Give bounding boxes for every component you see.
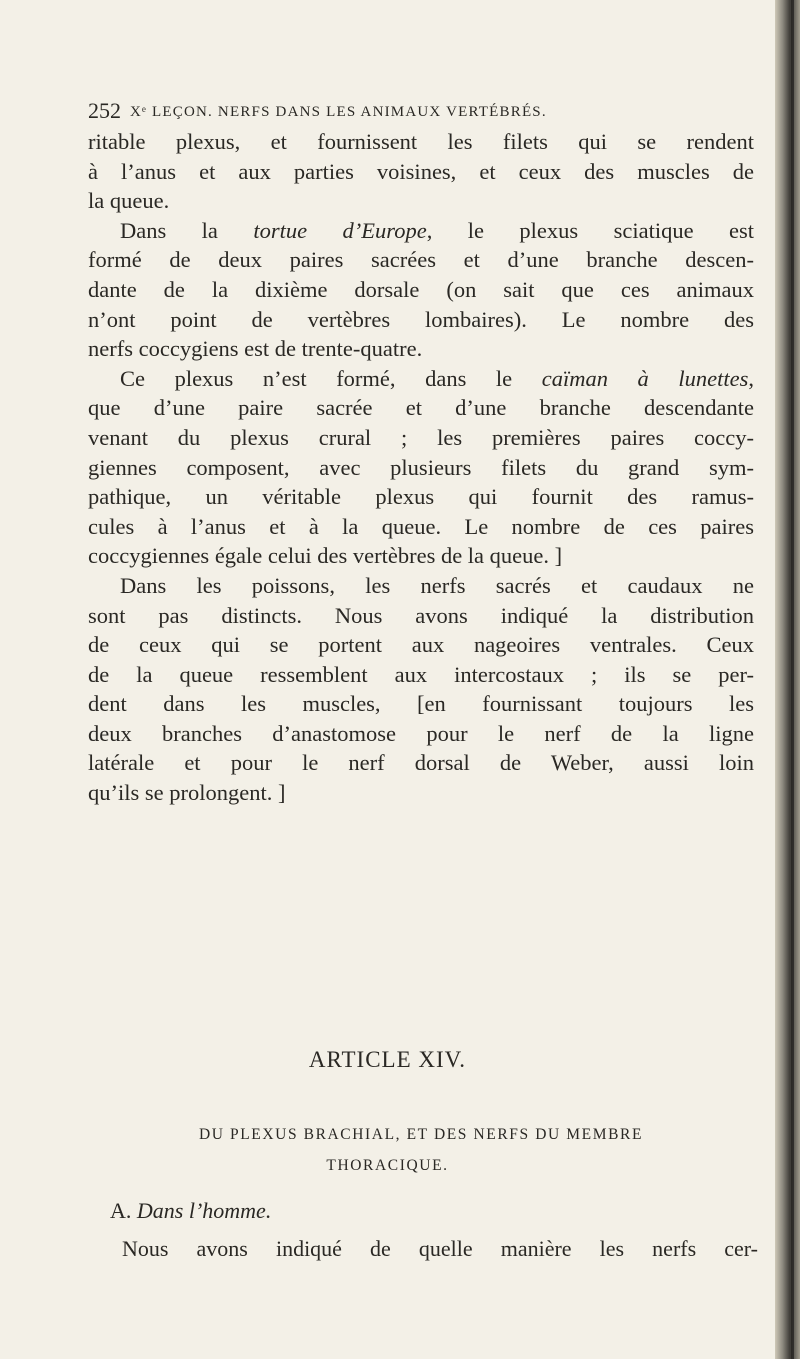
text-line xyxy=(88,364,754,394)
body-text xyxy=(88,127,754,808)
text-line: dante de la dixième dorsale (on sait que ces animaux xyxy=(88,276,754,302)
article-heading: ARTICLE XIV. xyxy=(308,1047,467,1072)
page-number: 252 xyxy=(88,98,121,123)
text-line: cules à l’anus et à la queue. Le nombre de ces paires xyxy=(88,513,754,539)
text-line: à l’anus et aux parties voisines, et ceux des muscles de xyxy=(88,158,754,184)
text-fragment: Ce plexus n’est formé, dans le xyxy=(120,365,542,391)
text-line: pathique, un véritable plexus qui fournit des ramus- xyxy=(88,484,754,510)
text-line: giennes composent, avec plusieurs filets du grand sym- xyxy=(88,454,754,480)
text-line: ritable plexus, et fournissent les filets qui se rendent xyxy=(88,129,754,154)
text-line: de la queue ressemblent aux intercostaux ; ils se per- xyxy=(88,661,754,687)
text-line: de ceux qui se portent aux nageoires ventrales. Ceux xyxy=(88,632,754,658)
text-line: sont pas distincts. Nous avons indiqué la distribution xyxy=(88,602,754,628)
page-edge xyxy=(775,0,800,1359)
running-title: Xᵉ LEÇON. NERFS DANS LES ANIMAUX VERTÉBRÉS. xyxy=(130,104,547,120)
text-line: qu’ils se prolongent. ] xyxy=(88,780,286,806)
article-subtitle: DU PLEXUS BRACHIAL, ET DES NERFS DU MEMBRE xyxy=(198,1126,644,1143)
text-line: dent dans les muscles, [en fournissant toujours les xyxy=(88,691,754,717)
section-heading xyxy=(110,1198,271,1224)
emphasis-tortue: tortue d’Europe xyxy=(253,217,427,243)
text-line: latérale et pour le nerf dorsal de Weber, aussi loin xyxy=(88,750,754,776)
section-label: A. xyxy=(110,1198,132,1223)
text-fragment: , le plexus sciatique est xyxy=(426,217,754,243)
binding-shadow xyxy=(791,0,794,1359)
text-line: nerfs coccygiens est de trente-quatre. xyxy=(88,336,423,362)
text-fragment: Dans la xyxy=(120,217,254,243)
emphasis-caiman: caïman à lunettes xyxy=(541,365,749,391)
section-title: Dans l’homme. xyxy=(136,1198,272,1223)
text-line: deux branches d’anastomose pour le nerf de la ligne xyxy=(88,720,754,746)
text-line: coccygiennes égale celui des vertèbres de la queue. ] xyxy=(88,543,563,569)
text-line: formé de deux paires sacrées et d’une branche descen- xyxy=(88,247,754,273)
text-line: Dans les poissons, les nerfs sacrés et caudaux ne xyxy=(120,572,754,598)
text-line: Nous avons indiqué de quelle manière les nerfs cer- xyxy=(122,1236,758,1261)
text-fragment: , xyxy=(748,365,754,391)
running-header xyxy=(88,98,758,126)
article-subtitle-continued: THORACIQUE. xyxy=(326,1157,449,1174)
text-line xyxy=(88,216,754,246)
text-line: la queue. xyxy=(88,188,170,214)
text-line: venant du plexus crural ; les premières paires coccy- xyxy=(88,424,754,450)
text-line: que d’une paire sacrée et d’une branche descendante xyxy=(88,395,754,421)
text-line: n’ont point de vertèbres lombaires). Le nombre des xyxy=(88,306,754,332)
